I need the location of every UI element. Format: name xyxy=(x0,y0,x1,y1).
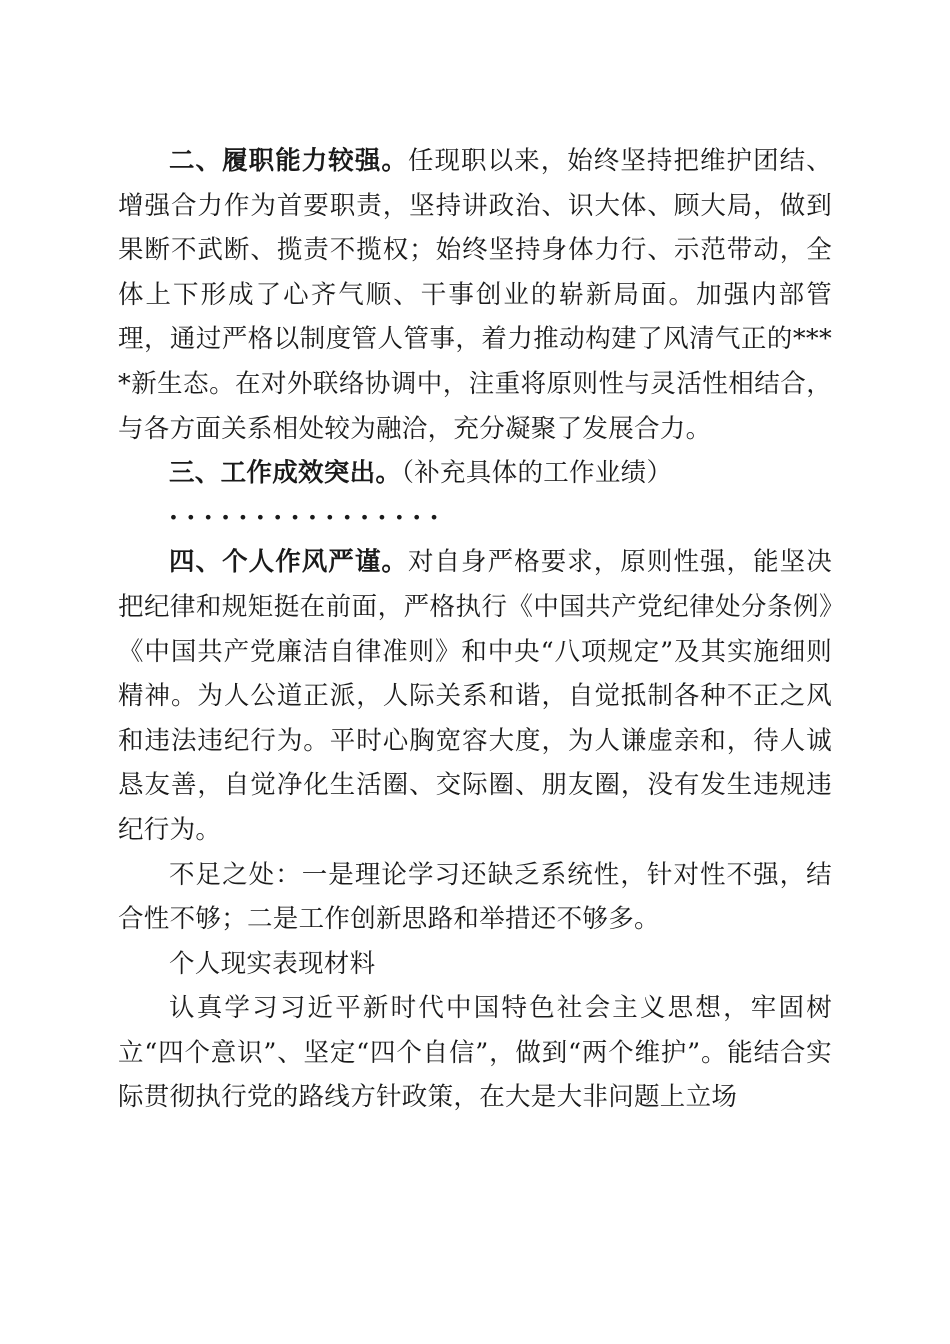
section-heading-3: 三、工作成效突出。 xyxy=(169,458,402,489)
document-subtitle: 个人现实表现材料 xyxy=(169,948,376,979)
section-heading-4: 四、个人作风严谨。 xyxy=(169,547,408,578)
paragraph-text: （补充具体的工作业绩） xyxy=(401,458,673,489)
paragraph-text: 对自身严格要求，原则性强，能坚决把纪律和规矩挺在前面，严格执行《中国共产党纪律处分条例》《中国共产党廉洁自律准则》和中央“八项规定”及其实施细则精神。为人公道正派，人际关系和谐，自觉抵制各种不正之风和违法违纪行为。平时心胸宽容大度，为人谦虚亲和，待人诚恳友善，自觉净化生活圈、交际圈、朋友圈，没有发生违规违纪行为。 xyxy=(118,547,832,845)
paragraph-performance-ability xyxy=(118,139,832,451)
section-heading-2: 二、履职能力较强。 xyxy=(169,146,408,176)
paragraph-text: 任现职以来，始终坚持把维护团结、增强合力作为首要职责，坚持讲政治、识大体、顾大局，做到果断不武断、揽责不揽权；始终坚持身体力行、示范带动，全体上下形成了心齐气顺、干事创业的崭新局面。加强内部管理，通过严格以制度管人管事，着力推动构建了风清气正的****新生态。在对外联络协调中，注重将原则性与灵活性相结合，与各方面关系相处较为融洽，充分凝聚了发展合力。 xyxy=(118,146,832,444)
paragraph-personal-style xyxy=(118,540,832,852)
paragraph-study: 认真学习习近平新时代中国特色社会主义思想，牢固树立“四个意识”、坚定“四个自信”，做到“两个维护”。能结合实际贯彻执行党的路线方针政策，在大是大非问题上立场 xyxy=(118,993,832,1113)
document-page xyxy=(118,139,832,1120)
paragraph-shortcomings: 不足之处：一是理论学习还缺乏系统性，针对性不强，结合性不够；二是工作创新思路和举措还不够多。 xyxy=(118,859,832,935)
ellipsis-dots: ················ xyxy=(169,502,448,533)
paragraph-work-results xyxy=(118,451,832,496)
